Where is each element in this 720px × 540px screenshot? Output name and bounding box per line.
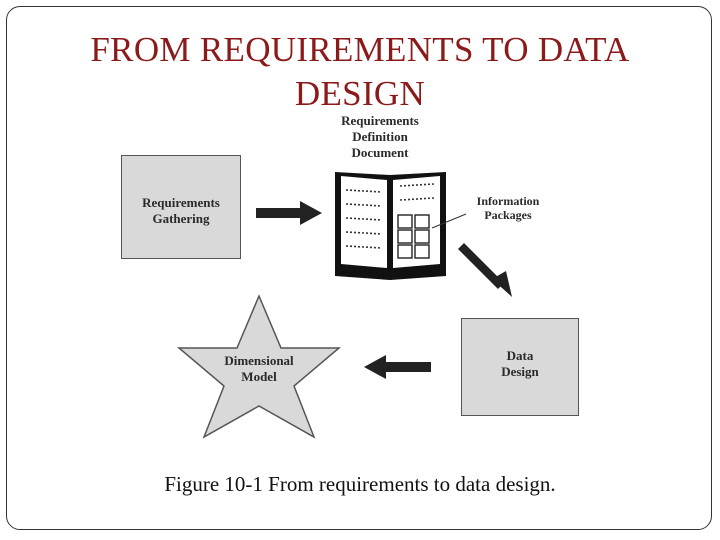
- dimensional-model-label-line1: Dimensional: [224, 353, 294, 368]
- slide-title-line1: FROM REQUIREMENTS TO DATA: [90, 30, 630, 69]
- dimensional-model-label: [209, 353, 309, 385]
- information-packages-label-line2: Packages: [484, 208, 532, 222]
- slide-title-line2: DESIGN: [294, 74, 426, 108]
- arrow-data-design-to-model: [364, 355, 431, 379]
- data-design-label-line1: Data: [506, 348, 534, 363]
- requirements-document-label-line3: Document: [351, 145, 409, 160]
- requirements-document-book-icon: [335, 172, 466, 280]
- requirements-gathering-label-line2: Gathering: [152, 211, 210, 226]
- dimensional-model-label-line2: Model: [241, 369, 277, 384]
- arrow-document-to-data-design: [458, 243, 512, 297]
- requirements-gathering-label-line1: Requirements: [142, 195, 220, 210]
- data-design-label-line2: Design: [501, 364, 539, 379]
- information-packages-label-line1: Information: [476, 194, 540, 208]
- arrow-gathering-to-document: [256, 201, 322, 225]
- requirements-document-label-line2: Definition: [352, 129, 408, 144]
- figure-caption: Figure 10-1 From requirements to data design.: [164, 472, 556, 496]
- requirements-document-label-line1: Requirements: [341, 113, 419, 128]
